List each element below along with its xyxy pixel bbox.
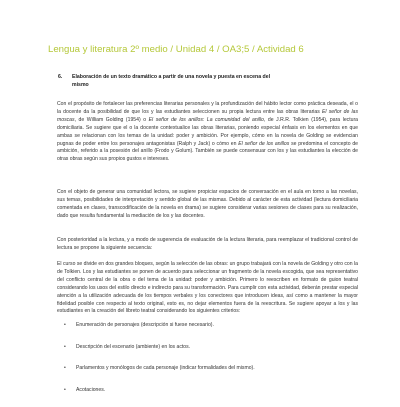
section-number: 6. bbox=[58, 74, 63, 80]
bullet-icon: • bbox=[64, 386, 66, 393]
list-item bbox=[64, 386, 364, 394]
bullet-icon: • bbox=[64, 322, 66, 328]
criteria-text: Descripción del escenario (ambiente) en los actos. bbox=[76, 343, 191, 350]
paragraph-intro-e: , de J.R.R. Tolkien (1954), para lectura domiciliaria. Se sugiere que el o la docente contextualice las obras literarias, poniendo especial énfasis en los elementos en que ambas se relacionan con los temas de la unidad: poder y ambición. Por ejemplo, cómo en la novela de Golding se evidencian pugnas de poder entre los personajes antagonistas (Ralph y Jack) o cómo en bbox=[57, 116, 358, 147]
bullet-icon: • bbox=[64, 343, 66, 350]
bullet-icon: • bbox=[64, 365, 66, 371]
paragraph-community: Con el objeto de generar una comunidad lectora, se sugiere propiciar espacios de conversación en el aula en torno a las novelas, sus temas, posibilidades de interpretación y sentido global de las mismas. Debido al carácter de esta actividad (lectura domiciliaria comentada en clases, transcodificación de la novela en drama) se sugiere considerar varias sesiones de clases para su realización, dado que resulta fundamental la mediación de los y las docentes. bbox=[57, 189, 358, 219]
paragraph-sequence: Con posterioridad a la lectura, y a modo de sugerencia de evaluación de la lectura literaria, para reemplazar el tradicional control de lectura se propone la siguiente secuencia: bbox=[57, 237, 358, 251]
list-item bbox=[64, 321, 364, 329]
paragraph-intro-c: , de William Golding (1954) o bbox=[74, 116, 149, 123]
section-heading bbox=[58, 73, 358, 89]
criteria-text: Acotaciones. bbox=[76, 386, 106, 393]
document-header: Lengua y literatura 2º medio / Unidad 4 / OA3;5 / Actividad 6 bbox=[48, 44, 304, 55]
criteria-text: Parlamentos y monólogos de cada personaje (indicar formalidades del mismo). bbox=[76, 365, 255, 371]
book-title-tolkien: El señor de los anillos: La comunidad del anillo bbox=[148, 116, 264, 123]
section-title-line2: mismo bbox=[72, 82, 89, 88]
book-title-tolkien-short: El señor de los anillos bbox=[238, 140, 290, 147]
paragraph-intro-a: Con el propósito de fortalecer las preferencias literarias personales y la profundización del hábito lector como práctica deseada, el o la docente da la posibilidad de que los y las estudiantes seleccionen su propia lectura entre las obras literarias bbox=[57, 101, 358, 115]
criteria-text: Enumeración de personajes (descripción si fuese necesario). bbox=[76, 322, 214, 328]
paragraph-intro bbox=[57, 101, 358, 164]
paragraph-activity: El curso se divide en dos grandes bloques, según la selección de las obras: un grupo trabajará con la novela de Golding y otro con la de Tolkien. Los y las estudiantes se ponen de acuerdo para seleccionar un fragmento de la novela escogida, que sea representativo del conflicto central de la obra o del tema de la unidad: poder y ambición. Primero lo reescriben en formato de guion teatral considerando los usos del estilo directo e indirecto para su transformación. Para cumplir con esta actividad, deberán prestar especial atención a la utilización adecuada de los tiempos verbales y los conectores que introducen ideas, así como a mantener la mayor fidelidad posible con respecto al texto original, esto es, no dejar elementos fuera de la reescritura. Se sugiere apoyar a los y las estudiantes en la creación del libreto teatral considerando los siguientes criterios: bbox=[57, 261, 358, 315]
list-item bbox=[64, 364, 364, 372]
section-title-line1: Elaboración de un texto dramático a partir de una novela y puesta en escena del bbox=[72, 74, 271, 80]
list-item bbox=[64, 343, 364, 351]
book-title-golding: El señor de las moscas bbox=[57, 108, 358, 123]
criteria-list bbox=[64, 321, 364, 407]
paragraph-intro-g: se predomina el concepto de ambición, referido a la posesión del anillo (Frodo y Golum). También se puede consensuar con los y las estudiantes la elección de otras obras según sus propios gustos e intereses. bbox=[57, 140, 359, 163]
